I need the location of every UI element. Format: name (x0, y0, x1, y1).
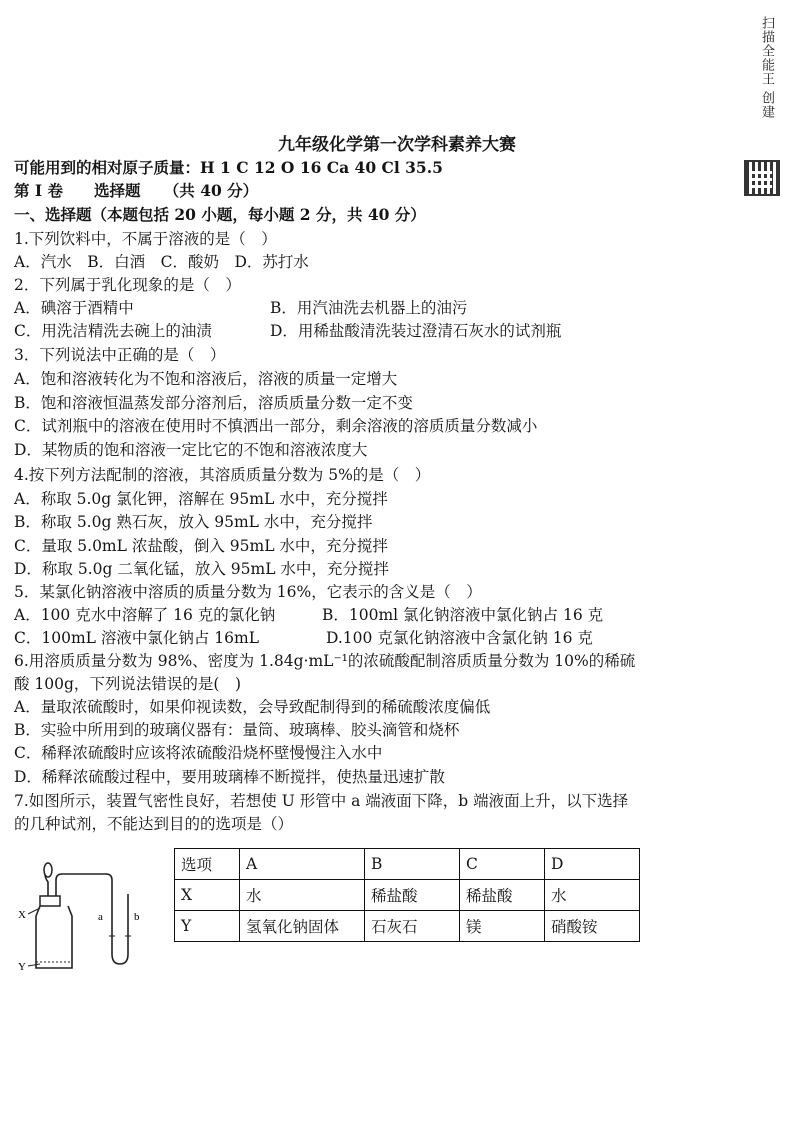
page-title: 九年级化学第一次学科素养大赛 (278, 135, 516, 155)
label-a: a (98, 911, 103, 923)
q4-stem: 4.按下列方法配制的溶液，其溶质质量分数为 5%的是（ ） (14, 466, 431, 484)
q6-stem-line2: 酸 100g，下列说法错误的是( ) (14, 675, 242, 693)
q4-option-b: B．称取 5.0g 熟石灰，放入 95mL 水中，充分搅拌 (14, 513, 373, 531)
table-cell: C (460, 849, 545, 880)
q1-options: A．汽水 B．白酒 C．酸奶 D．苏打水 (14, 253, 309, 271)
table-cell: Y (175, 911, 240, 942)
table-row (175, 880, 640, 911)
options-table (174, 848, 640, 942)
table-cell: 镁 (460, 911, 545, 942)
u-tube (112, 894, 128, 964)
apparatus-diagram (10, 858, 160, 978)
q3-stem: 3．下列说法中正确的是（ ） (14, 346, 226, 364)
q2-option-a: A．碘溶于酒精中 (14, 299, 134, 317)
label-x: X (18, 909, 26, 921)
q7-stem-line1: 7.如图所示，装置气密性良好，若想使 U 形管中 a 端液面下降，b 端液面上升，以下选择 (14, 792, 629, 810)
qr-code-icon (744, 160, 780, 196)
table-cell: 氢氧化钠固体 (240, 911, 365, 942)
connecting-tube (56, 874, 112, 928)
bottle-body (36, 906, 72, 968)
q2-option-b: B．用汽油洗去机器上的油污 (270, 299, 468, 317)
q5-option-c: C．100mL 溶液中氯化钠占 16mL (14, 629, 260, 647)
q6-option-a: A．量取浓硫酸时，如果仰视读数，会导致配制得到的稀硫酸浓度偏低 (14, 698, 491, 716)
part-heading: 第 I 卷 选择题 （共 40 分） (14, 181, 259, 200)
table-cell: 选项 (175, 849, 240, 880)
table-cell: A (240, 849, 365, 880)
table-cell: 硝酸铵 (545, 911, 640, 942)
q5-option-d: D.100 克氯化钠溶液中含氯化钠 16 克 (326, 629, 593, 647)
q6-option-b: B．实验中所用到的玻璃仪器有：量筒、玻璃棒、胶头滴管和烧杯 (14, 721, 460, 739)
q3-option-a: A．饱和溶液转化为不饱和溶液后，溶液的质量一定增大 (14, 370, 398, 388)
q4-option-c: C．量取 5.0mL 浓盐酸，倒入 95mL 水中，充分搅拌 (14, 537, 388, 555)
q2-option-d: D．用稀盐酸清洗装过澄清石灰水的试剂瓶 (270, 322, 562, 340)
table-cell: 稀盐酸 (365, 880, 460, 911)
q5-option-a: A．100 克水中溶解了 16 克的氯化钠 (14, 606, 276, 624)
table-row (175, 849, 640, 880)
q6-option-c: C．稀释浓硫酸时应该将浓硫酸沿烧杯壁慢慢注入水中 (14, 744, 383, 762)
atomic-mass-line: 可能用到的相对原子质量：H 1 C 12 O 16 Ca 40 Cl 35.5 (14, 158, 443, 177)
q2-stem: 2．下列属于乳化现象的是（ ） (14, 276, 241, 294)
table-cell: 稀盐酸 (460, 880, 545, 911)
q3-option-c: C．试剂瓶中的溶液在使用时不慎洒出一部分，剩余溶液的溶质质量分数减小 (14, 417, 538, 435)
q5-option-b: B．100ml 氯化钠溶液中氯化钠占 16 克 (322, 606, 604, 624)
table-cell: 水 (545, 880, 640, 911)
y-pointer (28, 964, 40, 966)
table-cell: 石灰石 (365, 911, 460, 942)
q1-stem: 1.下列饮料中，不属于溶液的是（ ） (14, 230, 277, 248)
q4-option-a: A．称取 5.0g 氯化钾，溶解在 95mL 水中，充分搅拌 (14, 490, 388, 508)
label-b: b (134, 911, 140, 923)
table-cell: 水 (240, 880, 365, 911)
table-cell: B (365, 849, 460, 880)
table-cell: D (545, 849, 640, 880)
table-row (175, 911, 640, 942)
section-heading: 一、选择题（本题包括 20 小题，每小题 2 分，共 40 分） (14, 205, 426, 224)
q3-option-d: D．某物质的饱和溶液一定比它的不饱和溶液浓度大 (14, 441, 368, 459)
dropper-top (44, 863, 52, 877)
q6-stem-line1: 6.用溶质质量分数为 98%、密度为 1.84g·mL⁻¹的浓硫酸配制溶质质量分数为 10%的稀硫 (14, 652, 636, 670)
label-y: Y (18, 961, 26, 973)
q4-option-d: D．称取 5.0g 二氧化锰，放入 95mL 水中，充分搅拌 (14, 560, 389, 578)
q5-stem: 5．某氯化钠溶液中溶质的质量分数为 16%，它表示的含义是（ ） (14, 583, 482, 601)
q6-option-d: D．稀释浓硫酸过程中，要用玻璃棒不断搅拌，使热量迅速扩散 (14, 768, 445, 786)
scanner-watermark: 扫描全能王 创建 (759, 16, 774, 120)
table-cell: X (175, 880, 240, 911)
bottle-stopper (40, 896, 60, 906)
q7-stem-line2: 的几种试剂，不能达到目的的选项是（） (14, 815, 294, 833)
q3-option-b: B．饱和溶液恒温蒸发部分溶剂后，溶质质量分数一定不变 (14, 394, 413, 412)
q2-option-c: C．用洗洁精洗去碗上的油渍 (14, 322, 212, 340)
